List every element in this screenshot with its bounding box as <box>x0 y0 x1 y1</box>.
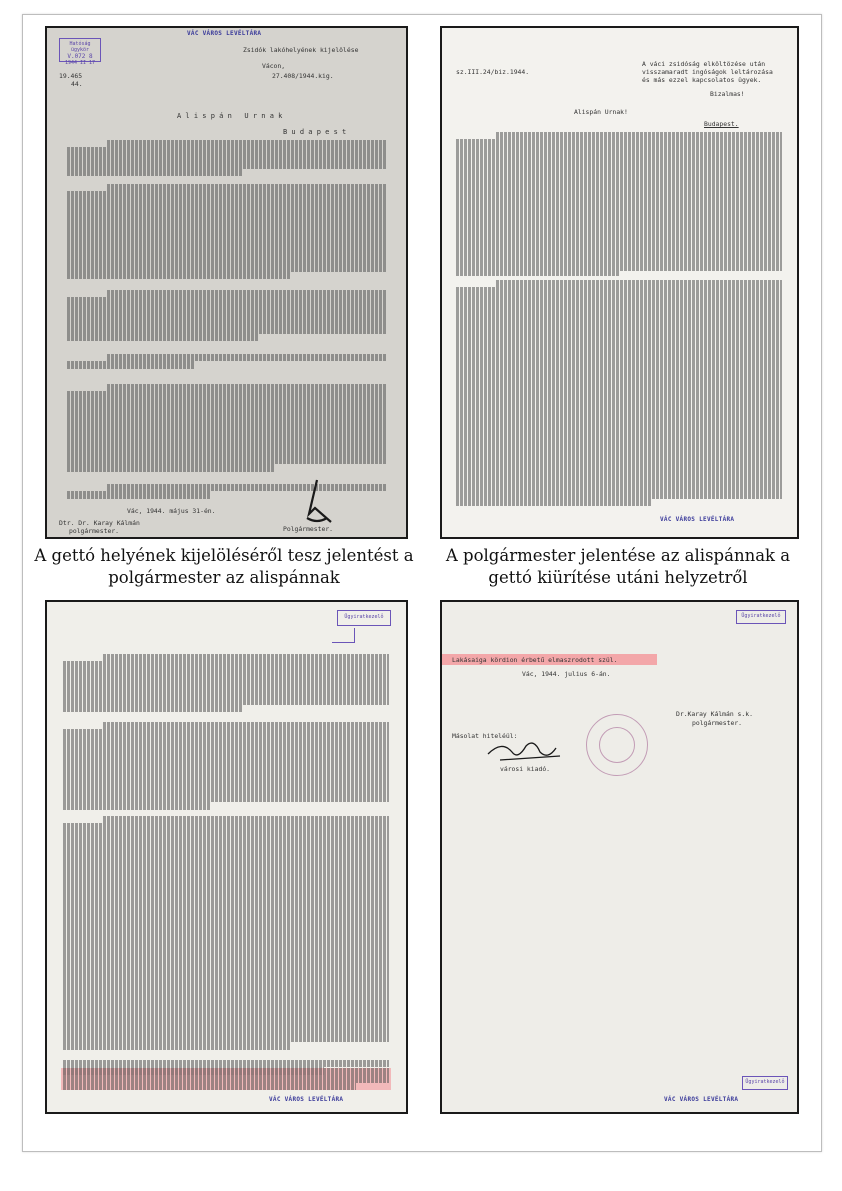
signature <box>482 734 572 768</box>
reference-number: 19.465 <box>59 72 83 80</box>
certifier-title: városi kiadó. <box>500 765 551 773</box>
registry-stamp-bottom: Ügyiratkezelő <box>742 1076 788 1090</box>
subject-line-1: A váci zsidóság elköltözése után <box>642 60 766 68</box>
body-paragraph-4 <box>67 354 387 384</box>
document-closing-page <box>440 600 799 1114</box>
bracket-stamp <box>332 628 355 643</box>
document-post-ghetto-report <box>440 26 799 539</box>
signer-title: polgármester. <box>69 527 120 535</box>
reference-number: sz.III.24/biz.1944. <box>456 68 530 76</box>
place: Vácon, <box>262 62 286 70</box>
body-paragraph-1 <box>63 654 389 718</box>
archive-stamp: VÁC VÁROS LEVÉLTÁRA <box>187 30 262 37</box>
caption-right: A polgármester jelentése az alispánnak a gettó kiürítése utáni helyzetről <box>445 546 791 587</box>
body-paragraph-2 <box>67 184 387 284</box>
destination: B u d a p e s t <box>283 128 347 136</box>
signer-title: polgármester. <box>692 719 743 727</box>
highlighted-line: Lakásaiga kördion érbetű elmaszrodott szül. <box>452 656 618 664</box>
archive-stamp: VÁC VÁROS LEVÉLTÁRA <box>269 1096 344 1103</box>
registry-stamp: Ügyiratkezelő <box>736 610 786 624</box>
archive-stamp: VÁC VÁROS LEVÉLTÁRA <box>664 1096 739 1103</box>
closing-date: Vác, 1944. julius 6-án. <box>522 670 611 678</box>
certified-copy-label: Másolat hiteléül: <box>452 732 518 740</box>
confidential-mark: Bizalmas! <box>710 90 745 98</box>
signer-name: Dtr. Dr. Karay Kálmán <box>59 519 140 527</box>
document-ghetto-designation-report <box>45 26 408 539</box>
subject-line-3: és más ezzel kapcsolatos ügyek. <box>642 76 762 84</box>
body-paragraph-3 <box>67 290 387 348</box>
document-date: 27.408/1944.kig. <box>272 72 334 80</box>
registry-stamp: Ügyiratkezelő <box>337 610 391 626</box>
caption-left: A gettó helyének kijelöléséről tesz jelentést a polgármester az alispánnak <box>34 546 414 587</box>
registry-stamp: Hatóság ügykör V.072 8 1944 II 17 <box>59 38 101 62</box>
destination: Budapest. <box>704 120 739 128</box>
reference-number-sub: 44. <box>71 80 83 88</box>
highlighted-text <box>63 1068 389 1092</box>
archive-stamp: VÁC VÁROS LEVÉLTÁRA <box>660 516 735 523</box>
signer-role: Polgármester. <box>283 525 334 533</box>
body-paragraph-2 <box>63 722 389 812</box>
subject-line-2: visszamaradt ingóságok leltározása <box>642 68 773 76</box>
subject-line: Zsidók lakóhelyének kijelölése <box>243 46 359 54</box>
document-continuation-page <box>45 600 408 1114</box>
body-paragraph-3 <box>63 816 389 1056</box>
body-paragraph-5 <box>67 384 387 480</box>
signature <box>287 478 347 528</box>
salutation: A l i s p á n U r n a k <box>177 112 283 120</box>
body-paragraph-1 <box>67 140 387 182</box>
body-paragraph-1 <box>456 132 782 276</box>
round-seal-stamp <box>586 714 648 776</box>
closing-date: Vác, 1944. május 31-én. <box>127 507 216 515</box>
salutation: Alispán Urnak! <box>574 108 628 116</box>
body-paragraph-2 <box>456 280 782 512</box>
signer-name: Dr.Karay Kálmán s.k. <box>676 710 753 718</box>
